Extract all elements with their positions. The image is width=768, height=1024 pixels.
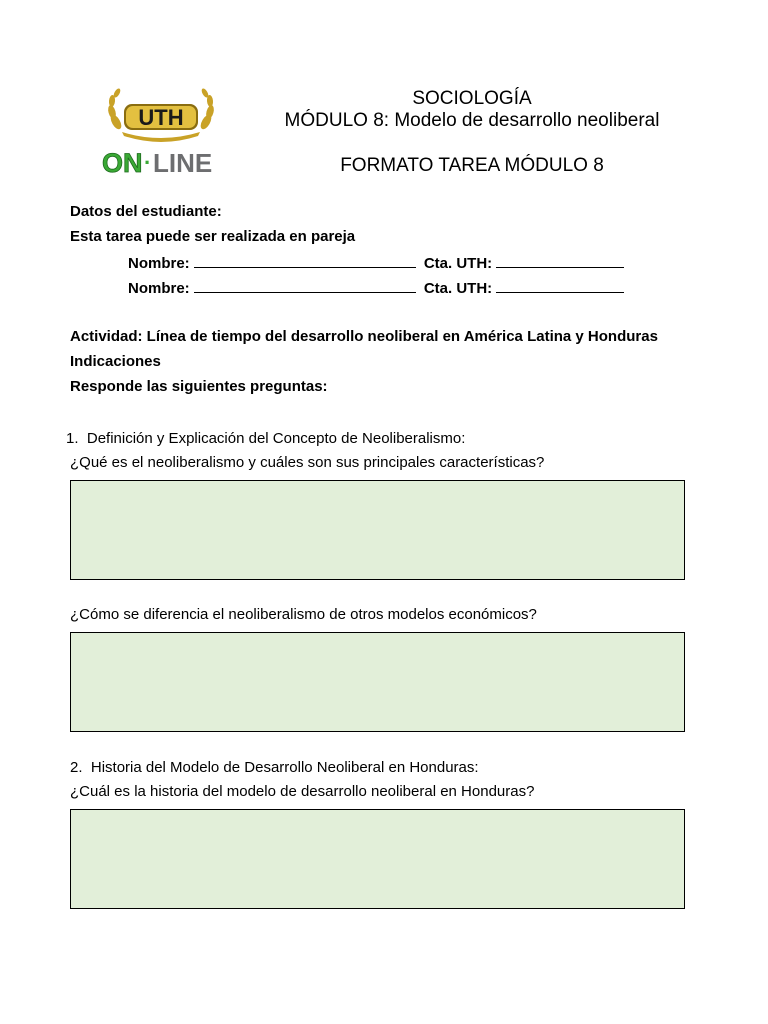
student-row-2 xyxy=(128,278,628,298)
pair-note: Esta tarea puede ser realizada en pareja xyxy=(70,228,356,245)
logo-graphic xyxy=(100,88,222,178)
section-2-heading xyxy=(70,759,479,777)
subject-title: SOCIOLOGÍA xyxy=(412,88,532,109)
student-data-heading: Datos del estudiante: xyxy=(70,203,222,220)
name-label: Nombre: xyxy=(128,280,190,297)
section-1-heading xyxy=(66,430,465,448)
section-number: 2. xyxy=(70,759,83,776)
name-label: Nombre: xyxy=(128,255,190,272)
answer-box-1-2[interactable] xyxy=(70,632,685,732)
logo-on-text: ON xyxy=(102,148,143,178)
logo-uth-text: UTH xyxy=(138,105,184,130)
answer-box-1-1[interactable] xyxy=(70,480,685,580)
student-row-1 xyxy=(128,253,628,273)
account-field-2[interactable] xyxy=(496,278,624,293)
name-field-2[interactable] xyxy=(194,278,416,293)
format-title: FORMATO TAREA MÓDULO 8 xyxy=(340,155,604,176)
instruction-text: Responde las siguientes preguntas: xyxy=(70,378,328,395)
answer-box-2-1[interactable] xyxy=(70,809,685,909)
section-number: 1. xyxy=(66,430,79,447)
question-2-1: ¿Cuál es la historia del modelo de desarrollo neoliberal en Honduras? xyxy=(70,783,535,800)
section-title: Definición y Explicación del Concepto de Neoliberalismo: xyxy=(86,430,466,447)
name-field-1[interactable] xyxy=(194,253,416,268)
logo-dot-text: · xyxy=(144,150,152,175)
module-title: MÓDULO 8: Modelo de desarrollo neoliberal xyxy=(284,110,660,131)
question-1-2: ¿Cómo se diferencia el neoliberalismo de otros modelos económicos? xyxy=(70,606,537,623)
account-field-1[interactable] xyxy=(496,253,624,268)
question-1-1: ¿Qué es el neoliberalismo y cuáles son sus principales características? xyxy=(70,454,545,471)
indications-heading: Indicaciones xyxy=(70,353,161,370)
logo-line-text: LINE xyxy=(153,148,213,178)
section-title: Historia del Modelo de Desarrollo Neoliberal en Honduras: xyxy=(90,759,479,776)
activity-title: Actividad: Línea de tiempo del desarrollo neoliberal en América Latina y Honduras xyxy=(70,328,658,345)
uth-online-logo xyxy=(100,88,222,178)
account-label: Cta. UTH: xyxy=(423,280,493,297)
account-label: Cta. UTH: xyxy=(423,255,493,272)
